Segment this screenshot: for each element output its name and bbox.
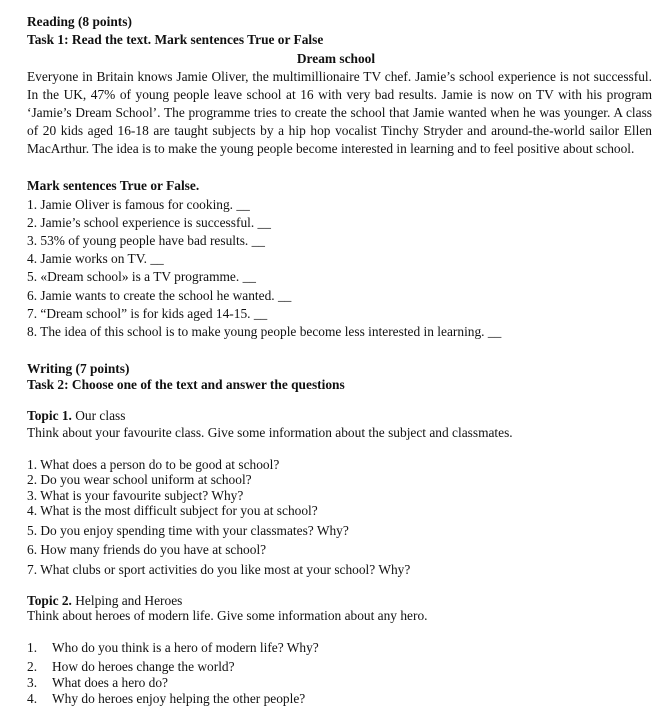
topic2-question-4-text: Why do heroes enjoy helping the other people?	[52, 691, 306, 706]
topic2-question-4-number: 4.	[27, 691, 38, 706]
topic1-label: Topic 1.	[27, 408, 72, 423]
topic2-question-3-number: 3.	[27, 675, 38, 690]
topic1-question-5: 5. Do you enjoy spending time with your classmates? Why?	[27, 523, 349, 538]
reading-heading: Reading (8 points)	[27, 14, 132, 29]
topic1-question-6: 6. How many friends do you have at school?	[27, 542, 267, 557]
topic1-question-3: 3. What is your favourite subject? Why?	[27, 488, 244, 503]
topic2-question-1	[27, 639, 319, 657]
topic1-question-1: 1. What does a person do to be good at school?	[27, 457, 280, 472]
topic1-title	[27, 407, 125, 425]
topic2-question-4	[27, 690, 305, 708]
statement-1: 1. Jamie Oliver is famous for cooking. __	[27, 197, 250, 212]
reading-paragraph: Everyone in Britain knows Jamie Oliver, the multimillionaire TV chef. Jamie’s school experience is not successful. In the UK, 47% of young people leave school at 16 with very bad results. Jamie is now on TV with his program ‘Jamie’s Dream School’. The programme tries to create the school that Jamie wanted when he was younger. A class of 20 kids aged 16-18 are taught subjects by a hip hop vocalist Tinchy Stryder and around-the-world sailor Ellen MacArthur. The idea is to make the young people become interested in learning and to feel positive about school.	[27, 69, 652, 156]
topic2-instruction: Think about heroes of modern life. Give some information about any hero.	[27, 608, 428, 623]
topic2-name: Helping and Heroes	[71, 593, 183, 608]
writing-task: Task 2: Choose one of the text and answer the questions	[27, 377, 345, 392]
reading-task: Task 1: Read the text. Mark sentences True or False	[27, 32, 324, 47]
topic2-question-2-number: 2.	[27, 659, 38, 674]
writing-heading: Writing (7 points)	[27, 361, 130, 376]
topic1-question-2: 2. Do you wear school uniform at school?	[27, 472, 252, 487]
mark-heading: Mark sentences True or False.	[27, 178, 200, 193]
topic1-instruction: Think about your favourite class. Give some information about the subject and classmates.	[27, 425, 513, 440]
topic2-question-2-text: How do heroes change the world?	[52, 659, 235, 674]
statement-6: 6. Jamie wants to create the school he wanted. __	[27, 288, 292, 303]
topic1-name: Our class	[71, 408, 126, 423]
text-title: Dream school	[296, 51, 376, 66]
topic1-question-7: 7. What clubs or sport activities do you like most at your school? Why?	[27, 562, 411, 577]
statement-2: 2. Jamie’s school experience is successful. __	[27, 215, 271, 230]
statement-8: 8. The idea of this school is to make young people become less interested in learning. __	[27, 324, 502, 339]
topic2-question-3-text: What does a hero do?	[52, 675, 169, 690]
topic1-question-4: 4. What is the most difficult subject for you at school?	[27, 503, 318, 518]
statement-4: 4. Jamie works on TV. __	[27, 251, 164, 266]
statement-5: 5. «Dream school» is a TV programme. __	[27, 269, 256, 284]
statement-3: 3. 53% of young people have bad results. __	[27, 233, 266, 248]
statement-7: 7. “Dream school” is for kids aged 14-15. __	[27, 306, 268, 321]
topic2-label: Topic 2.	[27, 593, 72, 608]
topic2-question-1-text: Who do you think is a hero of modern life? Why?	[52, 640, 319, 655]
topic2-question-1-number: 1.	[27, 640, 38, 655]
